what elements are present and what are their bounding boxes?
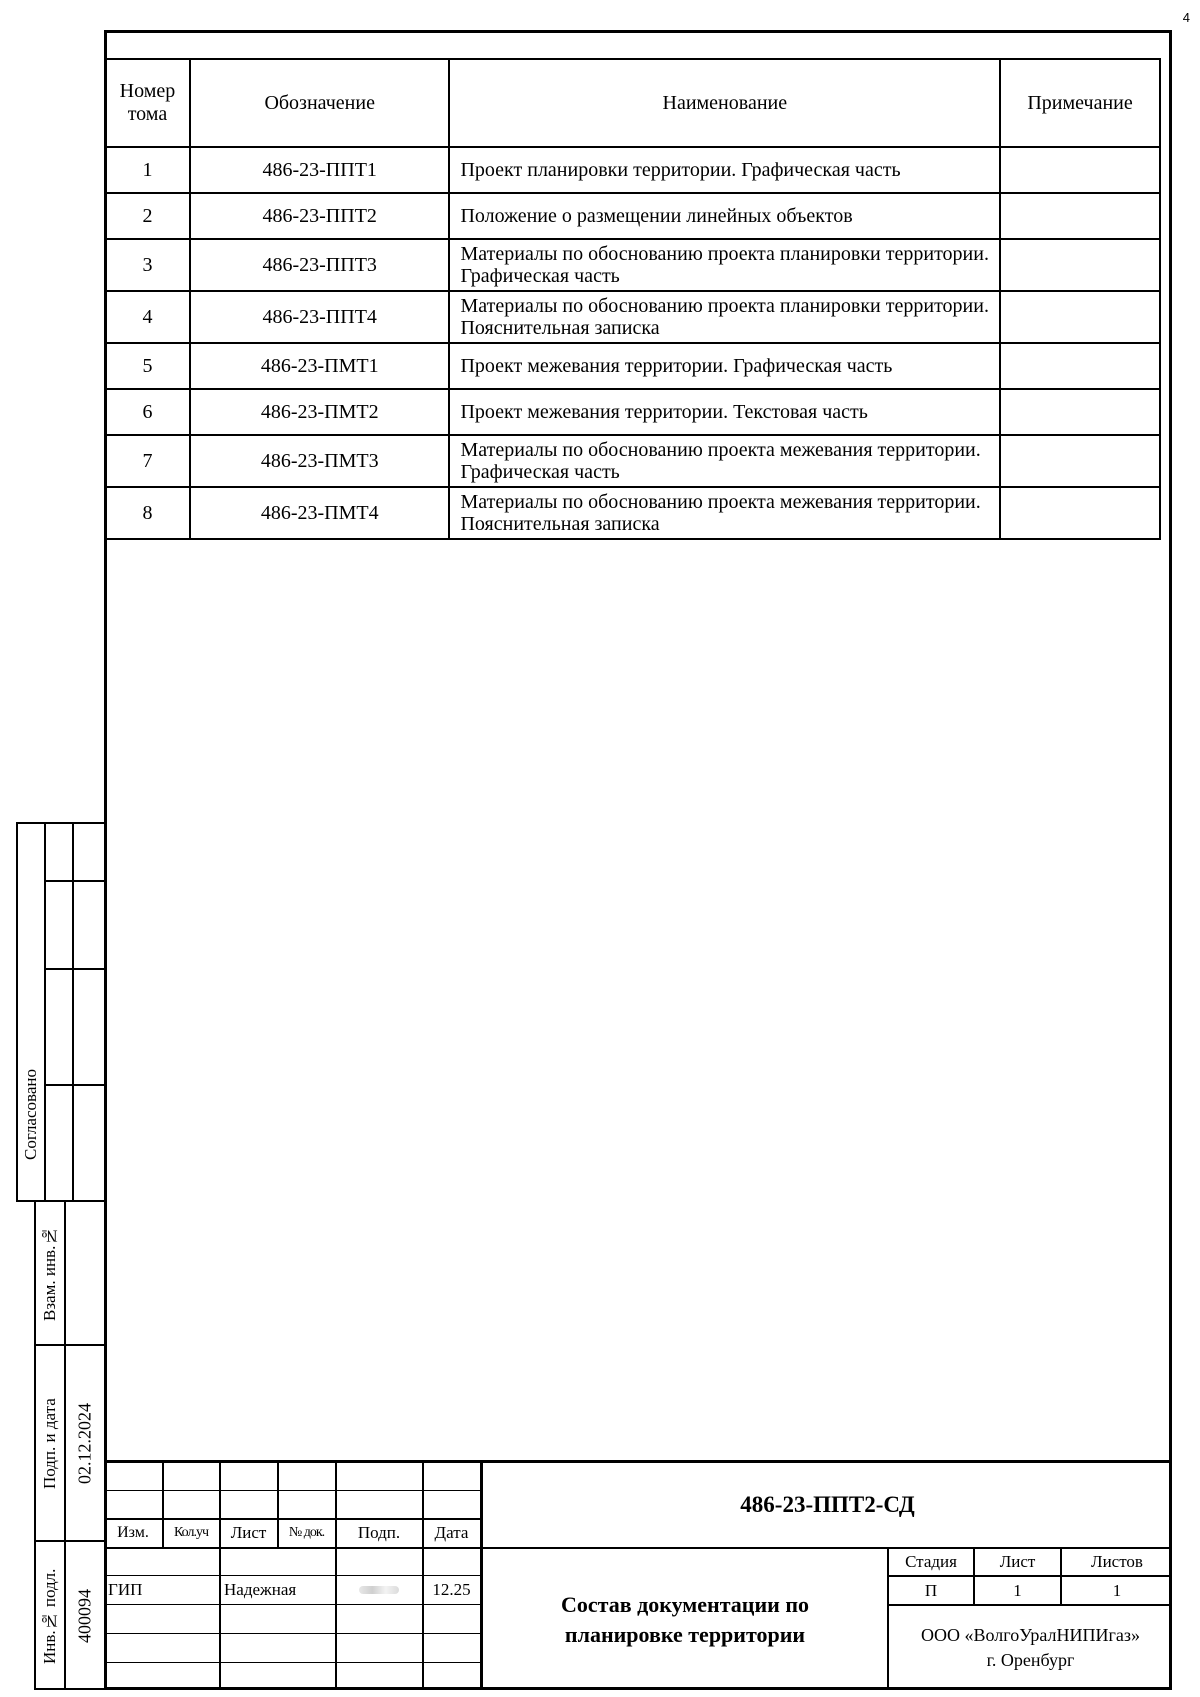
note — [1000, 193, 1160, 239]
volume-number: 3 — [105, 239, 190, 291]
designation: 486-23-ППТ2 — [190, 193, 450, 239]
table-row — [105, 193, 1160, 239]
table-row — [105, 435, 1160, 487]
volume-number: 2 — [105, 193, 190, 239]
header-designation: Обозначение — [190, 59, 450, 147]
designation: 486-23-ПМТ1 — [190, 343, 450, 389]
organization — [889, 1606, 1172, 1690]
document-title-line2: планировке территории — [564, 1621, 806, 1647]
col-izm: Изм. — [117, 1524, 149, 1541]
document-name: Проект межевания территории. Текстовая часть — [449, 389, 1000, 435]
organization-city: г. Оренбург — [986, 1650, 1075, 1670]
stage-value: П — [924, 1580, 938, 1600]
designation: 486-23-ПМТ2 — [190, 389, 450, 435]
volume-number: 5 — [105, 343, 190, 389]
document-name: Положение о размещении линейных объектов — [449, 193, 1000, 239]
document-title-line1: Состав документации по — [560, 1591, 809, 1617]
volume-number: 1 — [105, 147, 190, 193]
col-list: Лист — [230, 1523, 267, 1542]
sheet-value: 1 — [1013, 1580, 1022, 1600]
page-number: 4 — [1182, 10, 1190, 25]
sheets-value: 1 — [1112, 1580, 1122, 1600]
inv-value: 400094 — [74, 1589, 95, 1643]
document-code: 486-23-ППТ2-СД — [740, 1492, 915, 1517]
note — [1000, 389, 1160, 435]
documents-table — [104, 58, 1161, 540]
document-title — [483, 1549, 887, 1690]
designation: 486-23-ППТ4 — [190, 291, 450, 343]
note — [1000, 147, 1160, 193]
note — [1000, 487, 1160, 539]
inv-label: Инв.№ подл. — [40, 1568, 59, 1664]
table-row — [105, 291, 1160, 343]
person: Надежная — [224, 1580, 297, 1599]
stage-label: Стадия — [905, 1552, 957, 1571]
document-name: Проект межевания территории. Графическая часть — [449, 343, 1000, 389]
header-volume-number: Номер тома — [105, 59, 190, 147]
sign-date-value: 02.12.2024 — [74, 1403, 95, 1485]
document-name: Материалы по обоснованию проекта планировки территории. Пояснительная записка — [449, 291, 1000, 343]
note — [1000, 435, 1160, 487]
volume-number: 7 — [105, 435, 190, 487]
col-ndok: № док. — [288, 1525, 325, 1540]
volume-number: 4 — [105, 291, 190, 343]
table-row — [105, 343, 1160, 389]
table-header-row — [105, 59, 1160, 147]
organization-name: ООО «ВолгоУралНИПИгаз» — [921, 1624, 1140, 1645]
signature — [336, 1576, 422, 1604]
sheet-label: Лист — [999, 1552, 1036, 1571]
header-name: Наименование — [449, 59, 1000, 147]
table-row — [105, 487, 1160, 539]
header-note: Примечание — [1000, 59, 1160, 147]
volume-number: 6 — [105, 389, 190, 435]
document-name: Материалы по обоснованию проекта межевания территории. Пояснительная записка — [449, 487, 1000, 539]
designation: 486-23-ППТ3 — [190, 239, 450, 291]
replace-inv-label: Взам. инв.№ — [40, 1226, 59, 1322]
designation: 486-23-ПМТ3 — [190, 435, 450, 487]
sheets-label: Листов — [1091, 1552, 1143, 1571]
col-podp: Подп. — [357, 1523, 401, 1542]
sign-date-label: Подп. и дата — [40, 1398, 59, 1490]
note — [1000, 343, 1160, 389]
volume-number: 8 — [105, 487, 190, 539]
signature-mark — [359, 1586, 399, 1594]
agreed-label: Согласовано — [21, 1069, 40, 1161]
col-kol: Кол.уч — [174, 1525, 208, 1540]
table-row — [105, 389, 1160, 435]
sign-date: 12.25 — [432, 1580, 471, 1599]
document-name: Проект планировки территории. Графическая часть — [449, 147, 1000, 193]
table-row — [105, 239, 1160, 291]
document-name: Материалы по обоснованию проекта межевания территории. Графическая часть — [449, 435, 1000, 487]
designation: 486-23-ППТ1 — [190, 147, 450, 193]
designation: 486-23-ПМТ4 — [190, 487, 450, 539]
note — [1000, 291, 1160, 343]
document-name: Материалы по обоснованию проекта планировки территории. Графическая часть — [449, 239, 1000, 291]
role: ГИП — [108, 1580, 143, 1599]
table-row — [105, 147, 1160, 193]
col-data: Дата — [434, 1523, 469, 1542]
note — [1000, 239, 1160, 291]
